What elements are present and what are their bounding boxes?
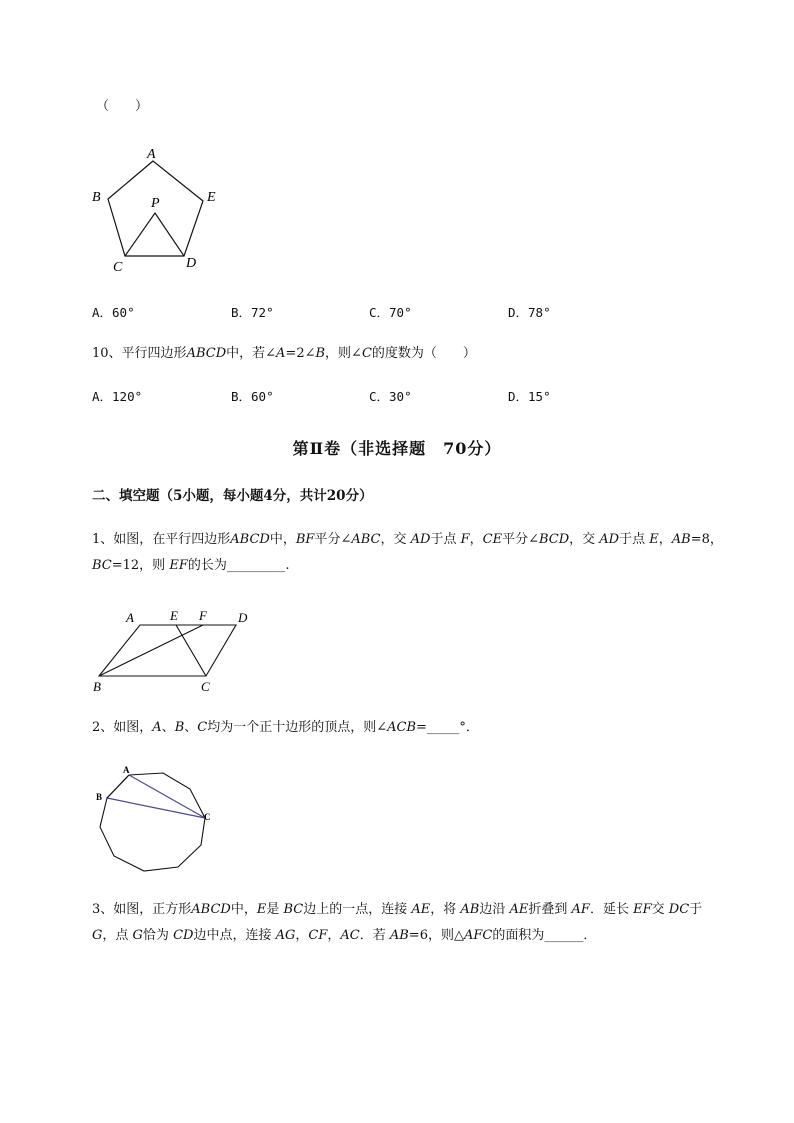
math-var: CF xyxy=(308,928,328,943)
text-run: =_____°． xyxy=(416,720,479,735)
text-run: 交 xyxy=(651,902,669,917)
text-run: 于点 xyxy=(619,532,650,547)
q10-text: =2∠ xyxy=(285,346,316,361)
text-run: 折叠到 xyxy=(528,902,572,917)
text-run: 均为一个正十边形的顶点，则∠ xyxy=(207,720,388,735)
text-run: 恰为 xyxy=(142,928,174,943)
label-D: D xyxy=(186,256,197,271)
text-run: 边中点，连接 xyxy=(193,928,276,943)
math-var: C xyxy=(197,720,208,735)
q10-text: 的度数为（ ） xyxy=(371,346,476,361)
text-run: 边上的一点，连接 xyxy=(303,902,412,917)
fb1-line2 xyxy=(92,556,289,576)
math-var: ABCD xyxy=(230,532,270,547)
section-title: 第Ⅱ卷（非选择题 70分） xyxy=(292,439,502,458)
q10-text: ，则∠ xyxy=(325,346,362,361)
math-var: ABC xyxy=(351,532,381,547)
math-var: B xyxy=(174,720,185,735)
math-var: BF xyxy=(295,532,315,547)
math-var: AB xyxy=(389,928,409,943)
math-var: AF xyxy=(571,902,590,917)
text-run: 、 xyxy=(161,720,175,735)
fb3-line2 xyxy=(92,926,596,946)
text-run: 平分∠ xyxy=(502,532,539,547)
text-run: ，交 xyxy=(380,532,411,547)
parallelogram-figure xyxy=(88,605,268,697)
text-run: 是 xyxy=(266,902,284,917)
math-var: ABCD xyxy=(191,902,231,917)
parallelogram-abcd xyxy=(99,625,236,676)
q10-text: 中，若∠ xyxy=(226,346,277,361)
text-run: 3、如图，正方形 xyxy=(92,902,192,917)
math-var: AG xyxy=(275,928,296,943)
label-C: C xyxy=(201,679,210,694)
q10-math: B xyxy=(315,346,326,361)
label-A: A xyxy=(123,765,130,775)
text-run: 中， xyxy=(230,902,257,917)
math-var: ACB xyxy=(387,720,417,735)
label-C: C xyxy=(204,812,211,822)
math-var: AE xyxy=(509,902,529,917)
answer-paren: （ ） xyxy=(96,99,149,114)
segment-bc xyxy=(107,798,205,818)
label-B: B xyxy=(93,679,101,694)
text-run: ．延长 xyxy=(589,902,634,917)
text-run: 1、如图，在平行四边形 xyxy=(92,532,231,547)
text-run: ，将 xyxy=(430,902,461,917)
q10-math: A xyxy=(276,346,286,361)
text-run: 中， xyxy=(269,532,296,547)
math-var: AD xyxy=(599,532,620,547)
math-var: BC xyxy=(92,558,112,573)
decagon-figure xyxy=(88,760,228,880)
q10-math: ABCD xyxy=(186,346,227,361)
text-run: ，点 xyxy=(102,928,133,943)
math-var: AFC xyxy=(463,928,493,943)
q10-option-c: C．30° xyxy=(369,389,412,404)
math-var: DC xyxy=(668,902,690,917)
fb1-line1 xyxy=(92,530,723,550)
math-var: E xyxy=(256,902,267,917)
math-var: A xyxy=(152,720,162,735)
label-C: C xyxy=(113,260,123,275)
fb3-line1 xyxy=(92,900,702,920)
text-run: ， xyxy=(327,928,341,943)
text-run: ．若 xyxy=(359,928,390,943)
fill-blank-header: 二、填空题（5小题，每小题4分，共计20分） xyxy=(92,488,373,504)
math-var: E xyxy=(649,532,659,547)
text-run: =6，则△ xyxy=(408,928,464,943)
q10-option-a: A．120° xyxy=(92,389,143,404)
math-var: CD xyxy=(173,928,194,943)
segment-ce xyxy=(176,625,206,676)
text-run: ， xyxy=(469,532,483,547)
text-run: ， xyxy=(295,928,309,943)
text-run: 边沿 xyxy=(479,902,510,917)
text-run: =8， xyxy=(690,532,723,547)
label-E: E xyxy=(207,190,216,205)
text-run: ， xyxy=(658,532,672,547)
text-run: 、 xyxy=(184,720,198,735)
triangle-pcd xyxy=(125,213,184,256)
text-run: 2、如图， xyxy=(92,720,153,735)
text-run: 的长为_________. xyxy=(187,558,290,573)
math-var: EF xyxy=(633,902,652,917)
math-var: AB xyxy=(671,532,691,547)
q9-option-a: A．60° xyxy=(92,305,135,320)
label-E: E xyxy=(170,608,178,623)
q9-option-b: B．72° xyxy=(231,305,274,320)
math-var: G xyxy=(92,928,103,943)
label-D: D xyxy=(238,610,248,625)
segment-ab xyxy=(107,775,129,798)
label-P: P xyxy=(151,196,160,211)
math-var: BCD xyxy=(538,532,570,547)
text-run: =12，则 xyxy=(111,558,170,573)
q9-option-c: C．70° xyxy=(369,305,412,320)
q10-number: 10、 xyxy=(92,346,122,361)
label-A: A xyxy=(126,610,134,625)
q10-option-d: D．15° xyxy=(508,389,551,404)
text-run: ，交 xyxy=(569,532,600,547)
math-var: G xyxy=(132,928,143,943)
q10-question xyxy=(92,344,476,364)
q9-option-d: D．78° xyxy=(508,305,551,320)
math-var: BC xyxy=(283,902,304,917)
q10-text: 平行四边形 xyxy=(121,346,187,361)
label-F: F xyxy=(199,608,207,623)
math-var: AB xyxy=(460,902,480,917)
text-run: 的面积为______． xyxy=(492,928,597,943)
label-B: B xyxy=(92,190,101,205)
math-var: F xyxy=(460,532,470,547)
pentagon-figure xyxy=(86,140,236,280)
q10-option-b: B．60° xyxy=(231,389,274,404)
segment-bf xyxy=(99,625,203,676)
text-run: 平分∠ xyxy=(314,532,352,547)
math-var: CE xyxy=(482,532,503,547)
fb2-line xyxy=(92,718,479,738)
label-B: B xyxy=(96,792,103,802)
math-var: AC xyxy=(340,928,360,943)
text-run: 于点 xyxy=(430,532,461,547)
text-run: 于 xyxy=(689,902,703,917)
label-A: A xyxy=(147,147,156,162)
q10-math: C xyxy=(361,346,372,361)
math-var: AD xyxy=(410,532,431,547)
math-var: AE xyxy=(411,902,431,917)
math-var: EF xyxy=(169,558,188,573)
